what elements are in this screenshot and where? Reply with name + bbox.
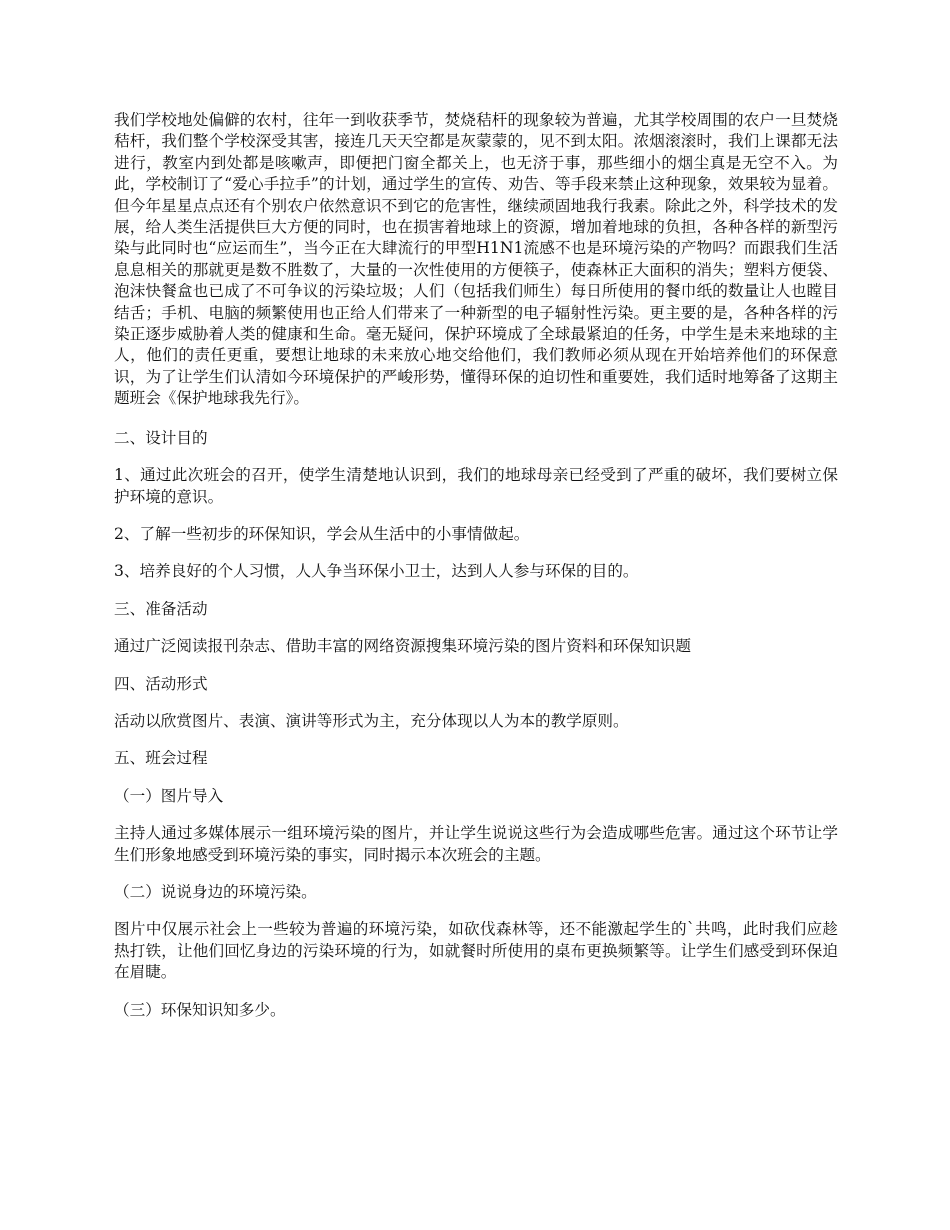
subsection-heading-eco-knowledge: （三）环保知识知多少。 [114, 1000, 286, 1019]
goal-item-2: 2、了解一些初步的环保知识，学会从生活中的小事情做起。 [114, 524, 530, 543]
preparation-text: 通过广泛阅读报刊杂志、借助丰富的网络资源搜集环境污染的图片资料和环保知识题 [114, 637, 691, 656]
activity-format-text: 活动以欣赏图片、表演、演讲等形式为主，充分体现以人为本的教学原则。 [114, 711, 629, 730]
goal-item-3: 3、培养良好的个人习惯，人人争当环保小卫士，达到人人参与环保的目的。 [114, 562, 639, 581]
picture-intro-text: 主持人通过多媒体展示一组环境污染的图片，并让学生说说这些行为会造成哪些危害。通过这个环节让学生们形象地感受到环境污染的事实，同时揭示本次班会的主题。 [114, 824, 838, 864]
section-heading-activity-format: 四、活动形式 [114, 674, 208, 693]
section-heading-preparation: 三、准备活动 [114, 599, 208, 618]
intro-paragraph: 我们学校地处偏僻的农村，往年一到收获季节，焚烧秸杆的现象较为普遍，尤其学校周围的农户一旦焚烧秸杆，我们整个学校深受其害，接连几天天空都是灰蒙蒙的，见不到太阳。浓烟滚滚时，我们上课都无法进行，教室内到处都是咳嗽声，即便把门窗全都关上，也无济于事，那些细小的烟尘真是无空不入。为此，学校制订了“爱心手拉手”的计划，通过学生的宣传、劝告、等手段来禁止这种现象，效果较为显着。但今年星星点点还有个别农户依然意识不到它的危害性，继续顽固地我行我素。除此之外，科学技术的发展，给人类生活提供巨大方便的同时，也在损害着地球上的资源，增加着地球的负担，各种各样的新型污染与此同时也“应运而生”，当今正在大肆流行的甲型H1N1流感不也是环境污染的产物吗？而跟我们生活息息相关的那就更是数不胜数了，大量的一次性使用的方便筷子，使森林正大面积的消失；塑料方便袋、泡沫快餐盒也已成了不可争议的污染垃圾；人们（包括我们师生）每日所使用的餐巾纸的数量让人也瞠目结舌；手机、电脑的频繁使用也正给人们带来了一种新型的电子辐射性污染。更主要的是，各种各样的污染正逐步威胁着人类的健康和生命。毫无疑问，保护环境成了全球最紧迫的任务，中学生是未来地球的主人，他们的责任更重，要想让地球的未来放心地交给他们，我们教师必须从现在开始培养他们的环保意识，为了让学生们认清如今环境保护的严峻形势，懂得环保的迫切性和重要姓，我们适时地筹备了这期主题班会《保护地球我先行》。 [114, 111, 838, 408]
subsection-heading-picture-intro: （一）图片导入 [114, 786, 224, 805]
section-heading-design-goals: 二、设计目的 [114, 428, 208, 447]
section-heading-meeting-process: 五、班会过程 [114, 749, 208, 768]
document-page [114, 110, 838, 1037]
local-pollution-text: 图片中仅展示社会上一些较为普遍的环境污染，如砍伐森林等，还不能激起学生的`共鸣，此时我们应趁热打铁，让他们回忆身边的污染环境的行为，如就餐时所使用的桌布更换频繁等。让学生们感受到环保迫在眉睫。 [114, 920, 838, 982]
subsection-heading-local-pollution: （二）说说身边的环境污染。 [114, 882, 317, 901]
goal-item-1: 1、通过此次班会的召开，使学生清楚地认识到，我们的地球母亲已经受到了严重的破坏，我们要树立保护环境的意识。 [114, 466, 838, 506]
